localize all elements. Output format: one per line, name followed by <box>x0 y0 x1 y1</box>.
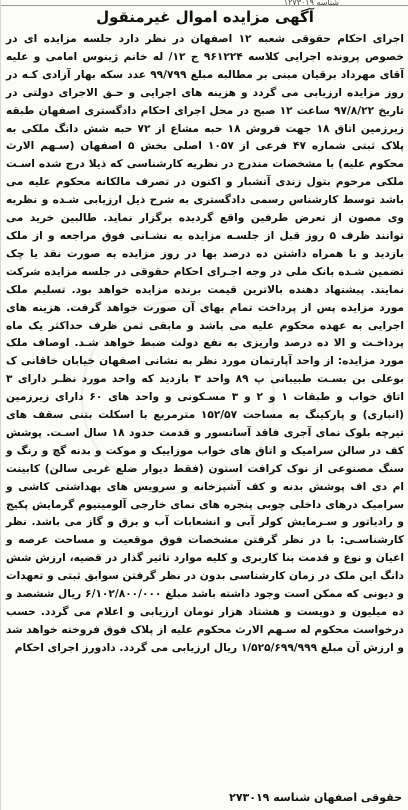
notice-title: آگهی مزایده اموال غیرمنقول <box>96 8 314 26</box>
notice-footer: حقوقی اصفهان شناسه ۲۷۳۰۱۹ <box>229 791 402 804</box>
top-strip: شناسه ۱۲۷۳۰۱۹ <box>1 0 408 6</box>
notice-body <box>6 31 404 658</box>
notice-body-text: اجرای احکام حقوقی شعبه ۱۲ اصفهان در نظر دارد جلسه مزایده ای در خصوص پرونده اجرایی کلاسه ۹۶۱۲۲۴ ج ۱۲/ له خانم ژینوس امامی و علیه آقای مهرداد برقیان مبنی بر مطالبه مبلغ ۹۹/۷۹۹ عدد سکه بهار آزادی کـه در روز مزایده ارزیابی می گردد و هزینه های اجرایی و حـق الاجرای دولتی در تاریخ ۹۷/۸/۲۲ ساعت ۱۲ صبح در محل اجرای احکام دادگستری اصفهان طبقه زیرزمین اتاق ۱۸ جهت فروش ۱۸ حبه مشاع از ۷۲ حبه شش دانگ ملکی به پلاک ثبتی شماره ۴۷ فرعی از ۱۰۵۷ اصلی بخش ۵ اصفهان (سـهم الارث محکوم علیه) با مشخصات مندرج در نظریه کارشناسی که ذیلا درج شده اسـت ملکی مرحوم بتول زندی آتشبار و اکنون در تصرف مالکانه محکوم علیه می باشد توسط کارشناس رسمی دادگستری به شرح ذیل ارزیابی شـده و نظریه وی مصون از تعرض طرفین واقع گردیده برگزار نماید. طالبین خرید می توانند ظرف ۵ روز قبل از جلسـه مزایده به نشـانی فوق مراجعه و از ملک بازدید و با همراه داشتن ده درصد بها در روز مزایده به صورت نقد یا چک تضمین شـده بانک ملی در وجه اجـرای احکام حقوقی در جلسه مزایده شرکت نمایند. پیشنهاد دهنده بالاترین قیمت برنده مزایده خواهد بود. تسلیم ملک مورد مزایده پس از پرداخت تمام بهای آن صورت خواهد گرفت. هزینه های اجرایی به عهده محکوم علیه می باشد و مابقی ثمن ظرف حداکثر یک ماه پرداخـت و الا ده درصد واریزی به نفع دولت ضبط خواهد شـد. اوصاف ملک مورد مزایده: از واحد آپارتمان مورد نظر به نشانی اصفهان خیابان خاقانی ک بوعلی بن بسـت طبیبانی پ ۸۹ واحد ۳ بازدید که واحد مورد نظـر دارای ۳ اتاق خواب و طبقات ۱ و ۲ و ۳ مسـکونی و واحد های ۶۰ دارای زیرزمین (انباری) و پارکینگ به مساحت ۱۵۲/۵۷ مترمربع با اسکلت بتنی سقف های تیرچه بلوک نمای آجری فاقد آسانسور و قدمت حدود ۱۸ سال اسـت. پوشش کف در سالن سرامیک و اتاق های خواب موزاییک و موکت و بدنه گچ و رنگ و سنگ مصنوعی از نوک کرافت استون (فقط دیوار ضلع غربی سالن) کابینت ام دی اف پوشش بدنه و کف آشپزخانه و سرویس های بهداشتی کاشی و سرامیک درهای داخلی چوبی پنجره های نمای خارجی آلومینیوم گرمایش پکیج و رادیاتور و سـرمایش کولر آبی و انشعابات آب و برق و گاز می باشد. نظر کارشناسـی: با در نظر گرفتن مشخصات فوق موقعیت و مساحت عرصه و اعیان و نوع و قدمت بنا کاربری و کلیه موارد تاثیر گذار در قضیه، ارزش شش دانگ این ملک در زمان کارشناسی بدون در نظر گرفتن سوابق ثبتی و تعهدات و دیونی که ممکن است وجود داشته باشد مبلغ ۶/۱۰۲/۸۰۰/۰۰۰ ریال ششصد و ده میلیون و دویست و هشتاد هزار تومان ارزیابی و اعلام می گردد. حسب درخواست محکوم له سـهم الارث محکوم علیه از پلاک فوق فروخته خواهد شد و ارزش آن مبلغ ۱/۵۲۵/۶۹۹/۹۹۹ ریال ارزیابی می گردد. دادورز اجرای احکام <box>6 33 405 654</box>
